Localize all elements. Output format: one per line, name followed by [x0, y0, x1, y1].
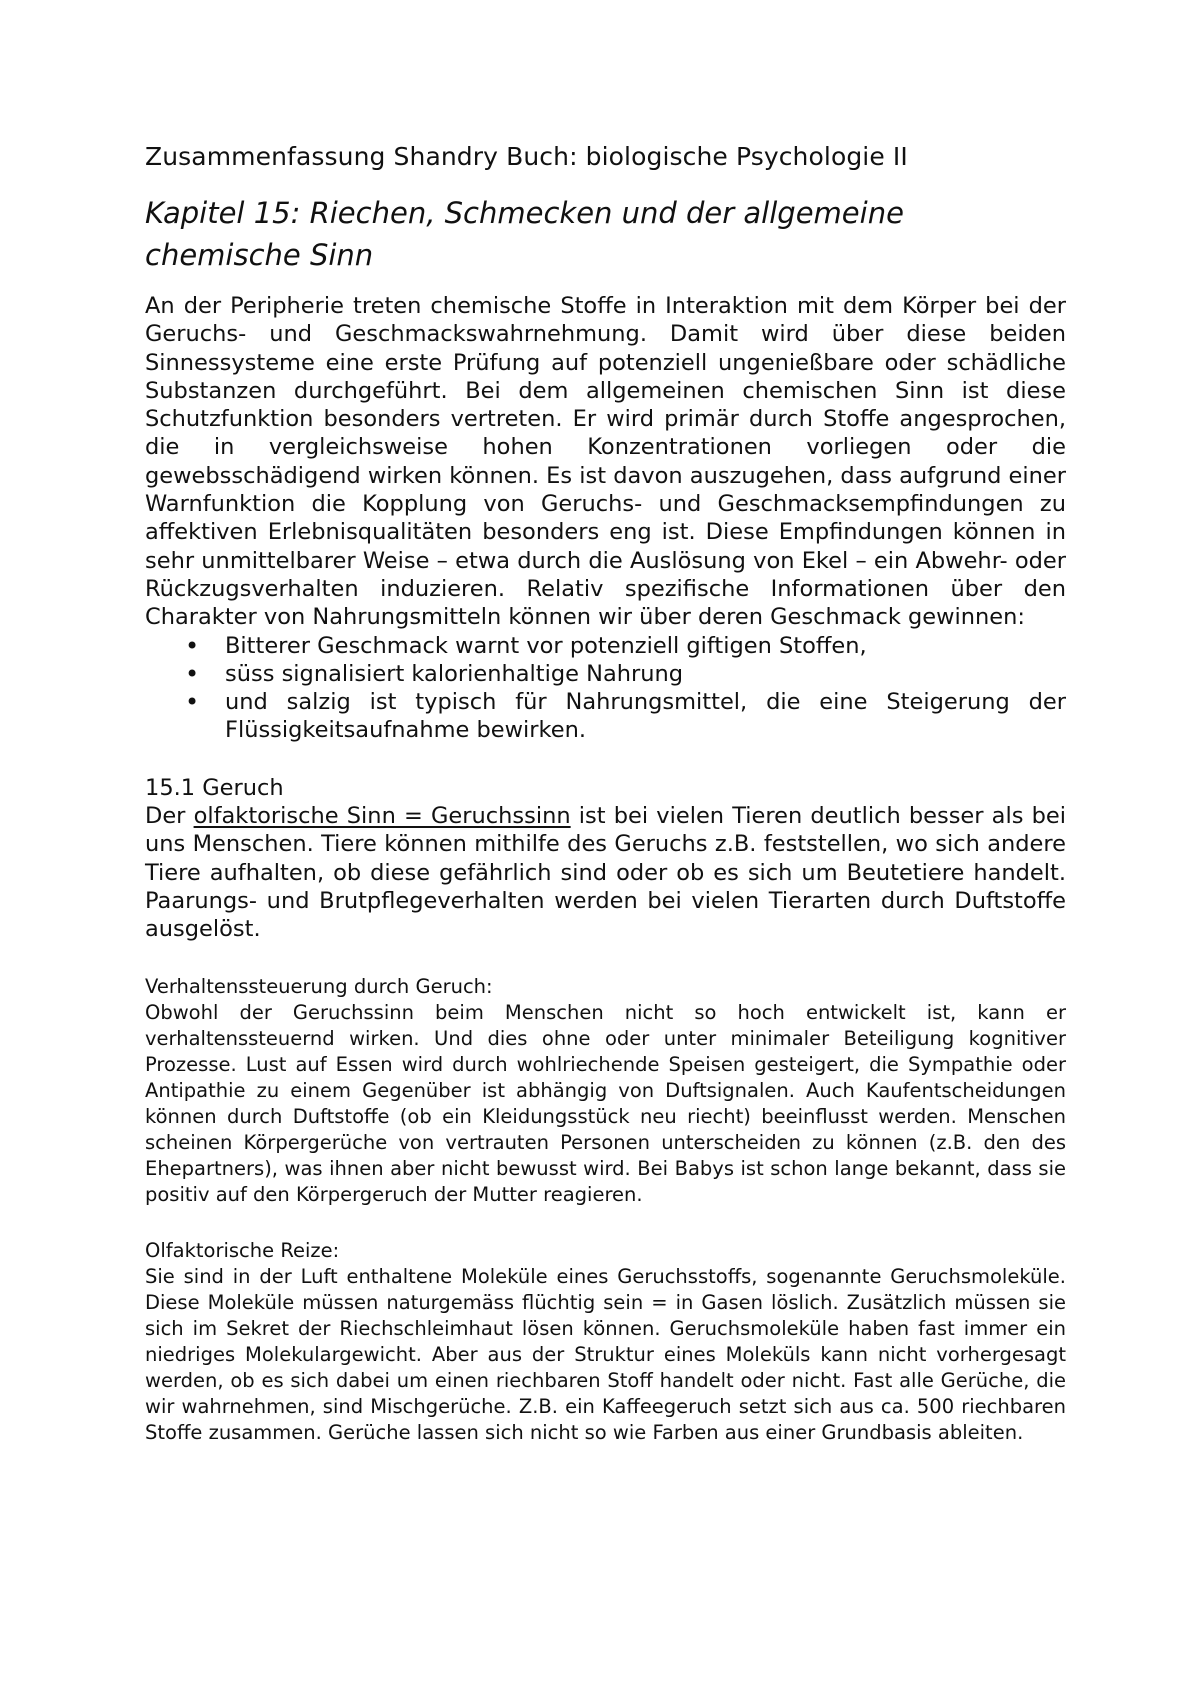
list-item: • süss signalisiert kalorienhaltige Nahrung: [145, 660, 1066, 688]
chapter-title: Kapitel 15: Riechen, Schmecken und der allgemeine chemische Sinn: [145, 196, 904, 272]
olfactory-sense-term: olfaktorische Sinn = Geruchssinn: [193, 803, 571, 830]
verhaltenssteuerung-paragraph: Obwohl der Geruchssinn beim Menschen nicht so hoch entwickelt ist, kann er verhaltenssteuernd wirken. Und dies ohne oder unter minimaler Beteiligung kognitiver Prozesse. Lust auf Essen wird durch wohlriechende Speisen gesteigert, die Sympathie oder Antipathie zu einem Gegenüber ist abhängig von Duftsignalen. Auch Kaufentscheidungen können durch Duftstoffe (ob ein Kleidungsstück neu riecht) beeinflusst werden. Menschen scheinen Körpergerüche von vertrauten Personen unterscheiden zu können (z.B. den des Ehepartners), was ihnen aber nicht bewusst wird. Bei Babys ist schon lange bekannt, dass sie positiv auf den Körpergeruch der Mutter reagieren.: [145, 1000, 1066, 1206]
list-item: • Bitterer Geschmack warnt vor potenziell giftigen Stoffen,: [145, 632, 1066, 660]
subheading-olfaktorische-reize: Olfaktorische Reize:: [145, 1238, 340, 1262]
list-item: • und salzig ist typisch für Nahrungsmittel, die eine Steigerung der Flüssigkeitsaufnahme bewirken.: [145, 688, 1066, 745]
document-title: Zusammenfassung Shandry Buch: biologische Psychologie II: [145, 142, 908, 171]
taste-bullet-list: [145, 632, 1066, 745]
olfaktorische-reize-paragraph: Sie sind in der Luft enthaltene Moleküle eines Geruchsstoffs, sogenannte Geruchsmoleküle. Diese Moleküle müssen naturgemäss flüchtig sein = in Gasen löslich. Zusätzlich müssen sie sich im Sekret der Riechschleimhaut lösen können. Geruchsmoleküle haben fast immer ein niedriges Molekulargewicht. Aber aus der Struktur eines Moleküls kann nicht vorhergesagt werden, ob es sich dabei um einen riechbaren Stoff handelt oder nicht. Fast alle Gerüche, die wir wahrnehmen, sind Mischgerüche. Z.B. ein Kaffeegeruch setzt sich aus ca. 500 riechbaren Stoffe zusammen. Gerüche lassen sich nicht so wie Farben aus einer Grundbasis ableiten.: [145, 1264, 1066, 1444]
geruch-paragraph-rest: ist bei vielen Tieren deutlich besser als bei uns Menschen. Tiere können mithilfe des Geruchs z.B. feststellen, wo sich andere Tiere aufhalten, ob diese gefährlich sind oder ob es sich um Beutetiere handelt. Paarungs- und Brutpflegeverhalten werden bei vielen Tierarten durch Duftstoffe ausgelöst.: [145, 803, 1066, 943]
subheading-verhaltenssteuerung: Verhaltenssteuerung durch Geruch:: [145, 974, 493, 998]
section-heading-geruch: 15.1 Geruch: [145, 774, 284, 801]
geruch-paragraph-prefix: Der: [145, 803, 194, 830]
intro-paragraph: An der Peripherie treten chemische Stoffe in Interaktion mit dem Körper bei der Geruchs- und Geschmackswahrnehmung. Damit wird über diese beiden Sinnessysteme eine erste Prüfung auf potenziell ungenießbare oder schädliche Substanzen durchgeführt. Bei dem allgemeinen chemischen Sinn ist diese Schutzfunktion besonders vertreten. Er wird primär durch Stoffe angesprochen, die in vergleichsweise hohen Konzentrationen vorliegen oder die gewebsschädigend wirken können. Es ist davon auszugehen, dass aufgrund einer Warnfunktion die Kopplung von Geruchs- und Geschmacksempfindungen zu affektiven Erlebnisqualitäten besonders eng ist. Diese Empfindungen können in sehr unmittelbarer Weise – etwa durch die Auslösung von Ekel – ein Abwehr- oder Rückzugsverhalten induzieren. Relativ spezifische Informationen über den Charakter von Nahrungsmitteln können wir über deren Geschmack gewinnen:: [145, 293, 1066, 631]
geruch-paragraph: [145, 802, 1066, 943]
